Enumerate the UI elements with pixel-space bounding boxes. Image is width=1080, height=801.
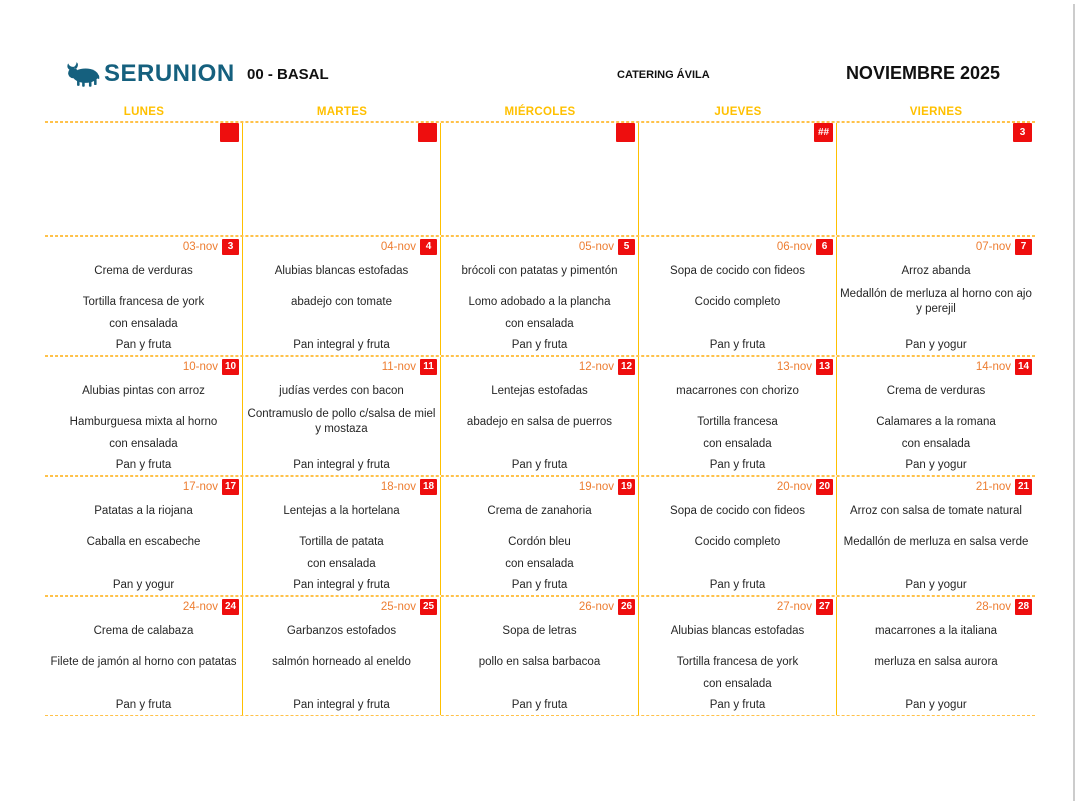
menu-first-course: Lentejas a la hortelana [283,505,400,518]
cell-date-row [840,357,1032,376]
cell-date-row [642,237,833,256]
menu-side-dish [246,677,437,694]
menu-bread-dessert: Pan integral y fruta [293,698,390,711]
cell-date-row [444,237,635,256]
menu-bread-dessert: Pan y fruta [709,338,766,351]
day-number-badge [220,123,239,142]
calendar-cell [45,597,243,715]
day-header-row [45,106,1035,122]
menu-side-dish: con ensalada [307,558,376,570]
cell-date-row [444,477,635,496]
menu-bread-dessert: Pan y fruta [709,458,766,471]
day-header-jueves: JUEVES [714,106,762,118]
menu-second-course: Cocido completo [694,295,781,308]
menu-second-course: Cocido completo [694,535,781,548]
menu-side-dish [246,197,437,214]
menu-bread-dessert: Pan integral y fruta [293,578,390,591]
day-number-badge: 3 [222,239,239,255]
menu-first-course [48,142,239,170]
menu-bread-dessert [840,214,1032,235]
cell-date-row [48,123,239,142]
cell-date-label: 25-nov [380,601,416,613]
menu-bread-dessert: Pan y fruta [511,458,568,471]
menu-code-title: 00 - BASAL [247,66,329,83]
menu-second-course: Tortilla de patata [299,535,384,548]
calendar-cell [45,357,243,475]
menu-side-dish [642,197,833,214]
logo-text: SERUNION [104,60,235,87]
menu-side-dish: con ensalada [505,318,574,330]
day-number-badge: 7 [1015,239,1032,255]
calendar-cell [639,123,837,235]
calendar-cell [837,123,1035,235]
cell-date-label: 11-nov [381,361,416,373]
calendar-cell [243,357,441,475]
menu-bread-dessert [444,214,635,235]
calendar-cell [639,597,837,715]
cell-date-label: 05-nov [578,241,614,253]
cell-date-label: 17-nov [182,481,218,493]
calendar-cell [441,477,639,595]
calendar-cell [243,597,441,715]
day-number-badge: 20 [816,479,833,495]
day-header-lunes: LUNES [123,106,165,118]
cell-date-label: 13-nov [776,361,812,373]
cell-date-label: 14-nov [975,361,1011,373]
cell-date-row [642,123,833,142]
menu-second-course: Contramuslo de pollo c/salsa de miel y mostaza [247,408,436,435]
calendar-cell [243,123,441,235]
cell-date-row [840,237,1032,256]
menu-first-course: Crema de calabaza [93,625,194,638]
calendar-cell [837,477,1035,595]
menu-bread-dessert: Pan y fruta [511,338,568,351]
cell-date-row [444,357,635,376]
cell-date-label: 04-nov [380,241,416,253]
menu-first-course: Crema de zanahoria [487,505,592,518]
menu-side-dish [444,437,635,454]
menu-second-course: salmón horneado al eneldo [272,655,411,668]
cell-date-label: 18-nov [380,481,416,493]
menu-side-dish [840,677,1032,694]
menu-bread-dessert: Pan y fruta [709,698,766,711]
calendar-cell [243,477,441,595]
menu-second-course: pollo en salsa barbacoa [478,655,601,668]
day-number-badge: 12 [618,359,635,375]
day-number-badge: 17 [222,479,239,495]
cell-date-row [840,477,1032,496]
calendar-cell [243,237,441,355]
calendar-cell [441,237,639,355]
menu-first-course: Sopa de cocido con fideos [670,265,805,278]
calendar-cell [837,597,1035,715]
menu-first-course [642,142,833,170]
cell-date-row [642,597,833,616]
calendar-cell [441,597,639,715]
menu-bread-dessert: Pan y fruta [511,698,568,711]
cell-date-row [642,477,833,496]
menu-bread-dessert [48,214,239,235]
menu-second-course: Cordón bleu [508,535,571,548]
menu-side-dish: con ensalada [505,558,574,570]
cell-date-row [246,357,437,376]
menu-side-dish: con ensalada [109,438,178,450]
menu-first-course: macarrones con chorizo [676,385,799,398]
menu-second-course: merluza en salsa aurora [874,655,998,668]
week-row [45,476,1035,596]
calendar-cell [639,477,837,595]
menu-side-dish [444,677,635,694]
menu-second-course [246,170,437,198]
menu-first-course [444,142,635,170]
cell-date-row [246,477,437,496]
menu-side-dish [48,677,239,694]
menu-side-dish [642,317,833,334]
menu-first-course: Arroz con salsa de tomate natural [850,505,1022,518]
day-number-badge: 5 [618,239,635,255]
menu-side-dish [48,197,239,214]
menu-first-course: Crema de verduras [94,265,193,278]
menu-bread-dessert: Pan y yogur [905,698,967,711]
menu-first-course: Crema de verduras [886,385,986,398]
menu-second-course: Caballa en escabeche [86,535,201,548]
cell-date-row [840,123,1032,142]
menu-bread-dessert: Pan y yogur [905,458,967,471]
menu-bread-dessert: Pan integral y fruta [293,458,390,471]
cell-date-label: 28-nov [975,601,1011,613]
day-header-martes: MARTES [316,106,368,118]
menu-first-course: Lentejas estofadas [491,385,588,398]
week-row [45,596,1035,716]
day-number-badge: 13 [816,359,833,375]
menu-first-course: Arroz abanda [901,265,971,278]
menu-first-course: Garbanzos estofados [286,625,397,638]
day-number-badge: 24 [222,599,239,615]
day-number-badge: 11 [420,359,437,375]
day-number-badge: 18 [420,479,437,495]
calendar-cell [441,357,639,475]
cell-date-row [642,357,833,376]
menu-first-course: judías verdes con bacon [279,385,404,398]
menu-second-course [444,170,635,198]
calendar-cell [639,237,837,355]
menu-bread-dessert: Pan y fruta [709,578,766,591]
menu-bread-dessert: Pan y fruta [511,578,568,591]
day-header-miercoles: MIÉRCOLES [504,106,576,118]
calendar-cell [45,477,243,595]
cell-date-row [840,597,1032,616]
calendar-cell [837,357,1035,475]
menu-side-dish: con ensalada [703,678,772,690]
day-number-badge: 28 [1015,599,1032,615]
week-row [45,122,1035,236]
day-number-badge: 21 [1015,479,1032,495]
day-number-badge: 19 [618,479,635,495]
calendar-weeks [45,122,1035,716]
day-number-badge: 3 [1013,123,1032,142]
menu-side-dish [840,197,1032,214]
menu-first-course: Sopa de cocido con fideos [670,505,805,518]
menu-second-course [48,170,239,198]
cell-date-label: 12-nov [578,361,614,373]
page-right-edge [1073,4,1075,801]
menu-first-course: Sopa de letras [502,625,577,638]
day-number-badge: 14 [1015,359,1032,375]
menu-first-course: brócoli con patatas y pimentón [461,265,618,278]
menu-bread-dessert [642,214,833,235]
month-title: NOVIEMBRE 2025 [845,63,1000,83]
day-number-badge: 4 [420,239,437,255]
calendar-grid [45,106,1035,716]
menu-bread-dessert: Pan y yogur [905,578,967,591]
menu-second-course: abadejo en salsa de puerros [466,415,613,428]
cell-date-label: 19-nov [578,481,614,493]
menu-second-course: Tortilla francesa [697,415,778,428]
day-number-badge [418,123,437,142]
menu-bread-dessert: Pan y yogur [112,578,175,591]
cell-date-row [444,597,635,616]
menu-second-course: Hamburguesa mixta al horno [69,415,218,428]
cell-date-row [444,123,635,142]
day-number-badge: 25 [420,599,437,615]
menu-bread-dessert [246,214,437,235]
menu-second-course: Medallón de merluza al horno con ajo y perejil [840,288,1032,315]
menu-side-dish [444,197,635,214]
catering-label: CATERING ÁVILA [617,69,710,81]
cell-date-row [48,357,239,376]
cell-date-row [48,597,239,616]
menu-side-dish [840,317,1032,334]
cell-date-label: 20-nov [776,481,812,493]
cell-date-label: 07-nov [975,241,1011,253]
menu-first-course: Alubias blancas estofadas [670,625,805,638]
menu-side-dish [48,557,239,574]
cell-date-label: 27-nov [776,601,812,613]
calendar-cell [639,357,837,475]
menu-side-dish: con ensalada [703,438,772,450]
cell-date-row [48,237,239,256]
menu-side-dish: con ensalada [109,318,178,330]
menu-bread-dessert: Pan y fruta [115,698,172,711]
cell-date-label: 03-nov [182,241,218,253]
day-header-viernes: VIERNES [909,106,963,118]
menu-first-course: Patatas a la riojana [94,505,193,518]
menu-second-course: Filete de jamón al horno con patatas [50,655,237,668]
menu-bread-dessert: Pan integral y fruta [293,338,390,351]
day-number-badge: 10 [222,359,239,375]
cell-date-row [48,477,239,496]
menu-second-course: Calamares a la romana [876,415,996,428]
cell-date-row [246,123,437,142]
menu-second-course: Lomo adobado a la plancha [468,295,611,308]
menu-first-course: macarrones a la italiana [874,625,998,638]
menu-side-dish: con ensalada [901,438,971,450]
cell-date-label: 24-nov [182,601,218,613]
menu-side-dish [840,557,1032,574]
menu-first-course: Alubias blancas estofadas [274,265,409,278]
menu-second-course: Tortilla francesa de york [676,655,799,668]
menu-first-course: Alubias pintas con arroz [82,385,205,398]
cell-date-label: 10-nov [182,361,218,373]
week-row [45,236,1035,356]
cell-date-label: 21-nov [975,481,1011,493]
day-number-badge [616,123,635,142]
menu-first-course [246,142,437,170]
calendar-cell [45,123,243,235]
menu-second-course [840,170,1032,198]
calendar-cell [837,237,1035,355]
menu-second-course [642,170,833,198]
menu-side-dish [246,317,437,334]
menu-side-dish [246,437,437,454]
cell-date-label: 26-nov [578,601,614,613]
cell-date-row [246,237,437,256]
menu-second-course: abadejo con tomate [290,295,393,308]
menu-second-course: Tortilla francesa de york [82,295,205,308]
day-number-badge: ## [814,123,833,142]
cell-date-row [246,597,437,616]
menu-bread-dessert: Pan y fruta [115,458,172,471]
cell-date-label: 06-nov [776,241,812,253]
calendar-cell [45,237,243,355]
menu-bread-dessert: Pan y yogur [905,338,967,351]
menu-bread-dessert: Pan y fruta [115,338,172,351]
menu-side-dish [642,557,833,574]
week-row [45,356,1035,476]
bull-icon [66,61,100,87]
menu-second-course: Medallón de merluza en salsa verde [843,535,1029,548]
day-number-badge: 6 [816,239,833,255]
calendar-cell [441,123,639,235]
menu-first-course [840,142,1032,170]
day-number-badge: 26 [618,599,635,615]
day-number-badge: 27 [816,599,833,615]
serunion-logo [66,60,235,88]
